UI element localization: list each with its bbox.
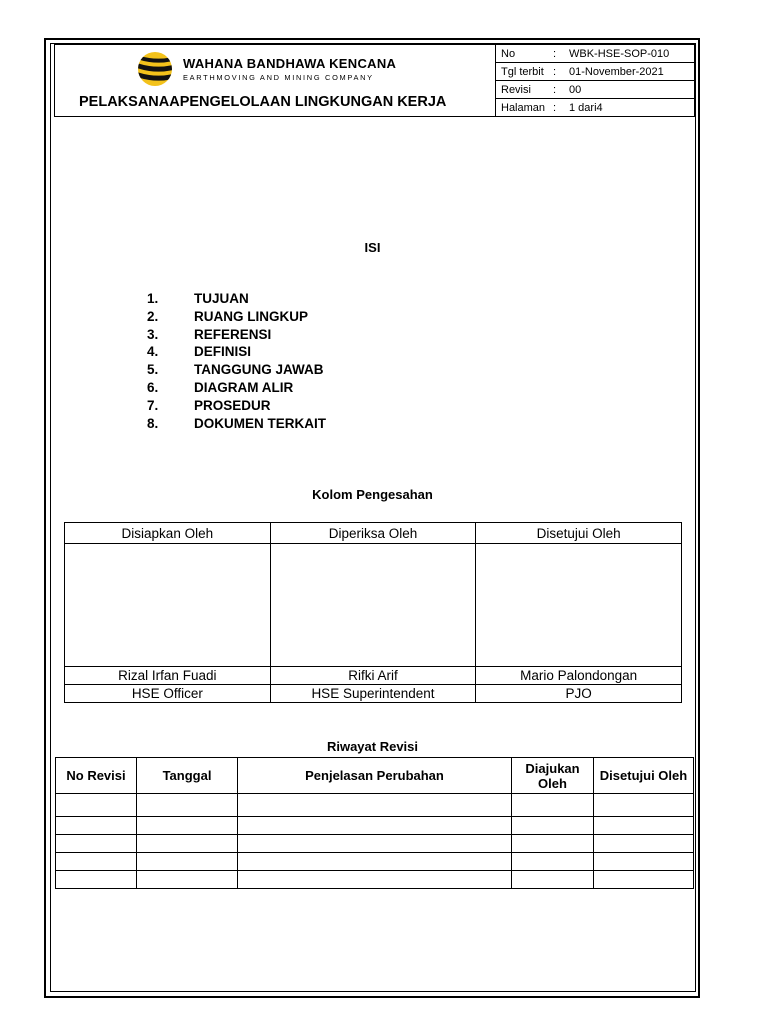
- toc-number: 3.: [147, 326, 159, 342]
- toc-label: DEFINISI: [194, 344, 252, 360]
- revision-cell: [512, 853, 594, 871]
- meta-key: Revisi: [495, 81, 553, 99]
- revision-cell: [512, 817, 594, 835]
- revision-cell: [137, 817, 238, 835]
- document-header: [54, 44, 695, 117]
- approver-name: Rifki Arif: [270, 667, 476, 685]
- revision-row: [56, 871, 694, 889]
- signature-box: [270, 544, 476, 667]
- toc-number: 5.: [147, 362, 159, 378]
- revision-header-row: [56, 758, 694, 794]
- toc-label: PROSEDUR: [194, 397, 271, 413]
- revision-cell: [594, 794, 694, 817]
- revision-cell: [56, 871, 137, 889]
- revision-cell: [238, 817, 512, 835]
- revision-history-title: Riwayat Revisi: [326, 739, 419, 754]
- revision-header-cell: Diajukan Oleh: [512, 758, 594, 794]
- toc-label: DIAGRAM ALIR: [194, 379, 294, 395]
- toc-item: [147, 309, 326, 327]
- signature-box: [476, 544, 682, 667]
- approval-title: Kolom Pengesahan: [312, 487, 433, 502]
- revision-cell: [512, 835, 594, 853]
- toc-item: [147, 362, 326, 380]
- approval-name-row: [65, 667, 682, 685]
- meta-key: Halaman: [501, 101, 546, 114]
- revision-row: [56, 835, 694, 853]
- toc-item: [147, 291, 326, 309]
- meta-separator: :: [553, 81, 563, 99]
- company-logo-icon: [135, 51, 175, 87]
- meta-value: 00: [563, 81, 695, 99]
- toc-number: 4.: [147, 344, 159, 360]
- toc-number: 2.: [147, 308, 159, 324]
- meta-separator: :: [553, 63, 563, 81]
- revision-row: [56, 817, 694, 835]
- revision-cell: [594, 817, 694, 835]
- approval-header-row: [65, 523, 682, 544]
- approval-position-row: [65, 685, 682, 703]
- company-subtitle: EARTHMOVING AND MINING COMPANY: [183, 73, 374, 82]
- toc-item: [147, 380, 326, 398]
- company-name: WAHANA BANDHAWA KENCANA: [183, 56, 397, 71]
- revision-cell: [137, 871, 238, 889]
- meta-separator: :: [553, 45, 563, 63]
- revision-cell: [238, 835, 512, 853]
- revision-header-cell: No Revisi: [56, 758, 137, 794]
- meta-key: No: [495, 45, 553, 63]
- revision-cell: [238, 794, 512, 817]
- toc-label: TANGGUNG JAWAB: [194, 362, 324, 378]
- revision-row: [56, 853, 694, 871]
- revision-cell: [594, 853, 694, 871]
- document-meta-table: [495, 45, 695, 116]
- toc-item: [147, 344, 326, 362]
- meta-value: 01-November-2021: [563, 63, 695, 81]
- toc-label: RUANG LINGKUP: [194, 308, 308, 324]
- signature-row: [65, 544, 682, 667]
- toc-number: 7.: [147, 397, 159, 413]
- toc-label: TUJUAN: [194, 291, 249, 306]
- meta-row: [495, 45, 695, 63]
- table-of-contents: [147, 291, 326, 433]
- toc-label: REFERENSI: [194, 326, 272, 342]
- meta-separator: :: [553, 101, 557, 114]
- revision-cell: [137, 794, 238, 817]
- approval-header-cell: Disiapkan Oleh: [65, 523, 271, 544]
- document-title: PELAKSANAAPENGELOLAAN LINGKUNGAN KERJA: [79, 94, 447, 110]
- meta-row: [495, 81, 695, 99]
- toc-number: 6.: [147, 379, 159, 395]
- meta-row: [495, 63, 695, 81]
- header-title-block: [55, 45, 496, 116]
- revision-cell: [137, 853, 238, 871]
- toc-item: [147, 398, 326, 416]
- meta-key: Tgl terbit: [495, 63, 553, 81]
- toc-number: 8.: [147, 415, 159, 431]
- toc-number: 1.: [147, 291, 159, 306]
- approver-name: Rizal Irfan Fuadi: [65, 667, 271, 685]
- revision-cell: [512, 794, 594, 817]
- signature-box: [65, 544, 271, 667]
- revision-cell: [56, 794, 137, 817]
- approver-position: PJO: [476, 685, 682, 703]
- approver-name: Mario Palondongan: [476, 667, 682, 685]
- approver-position: HSE Officer: [65, 685, 271, 703]
- revision-header-cell: Tanggal: [137, 758, 238, 794]
- meta-value: 1 dari4: [569, 101, 603, 114]
- revision-cell: [56, 817, 137, 835]
- toc-item: [147, 416, 326, 434]
- approval-table: [64, 522, 682, 703]
- revision-header-cell: Penjelasan Perubahan: [238, 758, 512, 794]
- contents-title: ISI: [364, 240, 381, 255]
- meta-value: WBK-HSE-SOP-010: [563, 45, 695, 63]
- approval-header-cell: Diperiksa Oleh: [270, 523, 476, 544]
- toc-label: DOKUMEN TERKAIT: [194, 415, 326, 431]
- revision-header-cell: Disetujui Oleh: [594, 758, 694, 794]
- revision-cell: [137, 835, 238, 853]
- revision-history-table: [55, 757, 694, 889]
- revision-cell: [238, 853, 512, 871]
- approver-position: HSE Superintendent: [270, 685, 476, 703]
- revision-cell: [512, 871, 594, 889]
- revision-cell: [56, 835, 137, 853]
- revision-row: [56, 794, 694, 817]
- approval-header-cell: Disetujui Oleh: [476, 523, 682, 544]
- revision-cell: [594, 871, 694, 889]
- revision-cell: [238, 871, 512, 889]
- revision-cell: [594, 835, 694, 853]
- toc-item: [147, 327, 326, 345]
- meta-row: [495, 99, 695, 117]
- revision-cell: [56, 853, 137, 871]
